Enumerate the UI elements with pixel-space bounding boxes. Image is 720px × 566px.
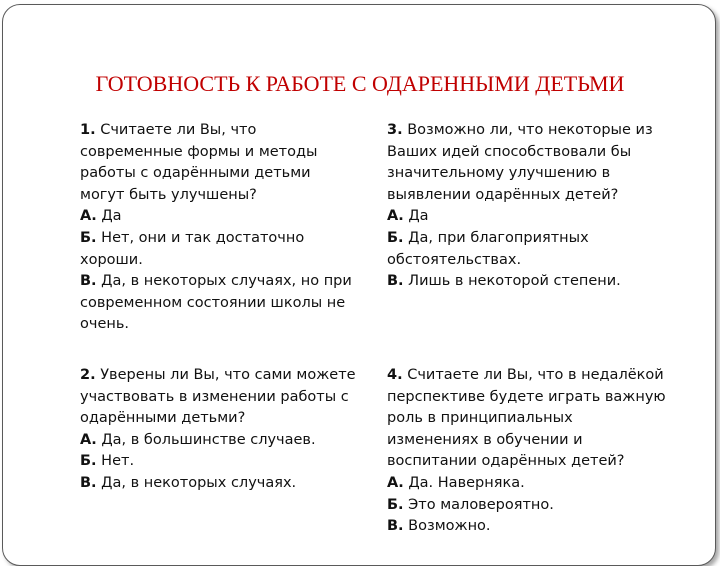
answer-b: Б. Это маловероятно.	[387, 496, 554, 513]
answer-a: А. Да	[387, 208, 429, 225]
answer-a: А. Да. Наверняка.	[387, 474, 525, 491]
answer-c-cont: очень.	[80, 316, 129, 333]
question-line: значительному улучшению в	[387, 165, 611, 182]
question-line: воспитании одарённых детей?	[387, 453, 625, 470]
question-number: 3.	[387, 122, 403, 138]
answer-letter: А.	[387, 474, 404, 491]
answer-c: В. Возможно.	[387, 518, 491, 535]
answer-c: В. Да, в некоторых случаях, но при	[80, 273, 352, 290]
question-line: 1. Считаете ли Вы, что	[80, 122, 257, 138]
answer-a: А. Да, в большинстве случаев.	[80, 431, 316, 448]
answer-letter: В.	[387, 518, 404, 535]
answer-b-cont: обстоятельствах.	[387, 251, 522, 268]
question-line: 2. Уверены ли Вы, что сами можете	[80, 367, 356, 383]
answer-b: Б. Нет, они и так достаточно	[80, 229, 305, 246]
answer-letter: А.	[387, 208, 404, 225]
answer-letter: А.	[80, 431, 97, 448]
question-number: 4.	[387, 367, 403, 383]
question-line: участвовать в изменении работы с	[80, 388, 349, 405]
answer-b-cont: хороши.	[80, 251, 143, 268]
answer-a: А. Да	[80, 208, 122, 225]
question-line: 4. Считаете ли Вы, что в недалёкой	[387, 367, 664, 383]
question-number: 1.	[80, 122, 96, 138]
answer-c: В. Да, в некоторых случаях.	[80, 474, 297, 491]
question-2	[80, 365, 370, 495]
answer-letter: Б.	[387, 496, 404, 513]
answer-c: В. Лишь в некоторой степени.	[387, 273, 621, 290]
answer-b: Б. Нет.	[80, 453, 135, 470]
answer-letter: В.	[80, 273, 97, 290]
answer-b: Б. Да, при благоприятных	[387, 229, 589, 246]
answer-letter: В.	[387, 273, 404, 290]
answer-c-cont: современном состоянии школы не	[80, 294, 346, 311]
answer-letter: Б.	[80, 453, 97, 470]
question-line: могут быть улучшены?	[80, 186, 257, 203]
answer-letter: Б.	[387, 229, 404, 246]
question-line: перспективе будете играть важную	[387, 388, 666, 405]
question-line: роль в принципиальных	[387, 410, 573, 427]
question-line: одарёнными детьми?	[80, 410, 246, 427]
question-line: современные формы и методы	[80, 143, 318, 160]
answer-letter: В.	[80, 474, 97, 491]
question-1	[80, 120, 370, 336]
question-3	[387, 120, 687, 293]
slide-title: ГОТОВНОСТЬ К РАБОТЕ С ОДАРЕННЫМИ ДЕТЬМИ	[95, 71, 625, 96]
answer-letter: Б.	[80, 229, 97, 246]
question-number: 2.	[80, 367, 96, 383]
question-line: 3. Возможно ли, что некоторые из	[387, 122, 653, 138]
question-4	[387, 365, 687, 538]
answer-letter: А.	[80, 208, 97, 225]
question-line: изменениях в обучении и	[387, 431, 583, 448]
question-line: выявлении одарённых детей?	[387, 186, 619, 203]
question-line: Ваших идей способствовали бы	[387, 143, 632, 160]
question-line: работы с одарёнными детьми	[80, 165, 311, 182]
